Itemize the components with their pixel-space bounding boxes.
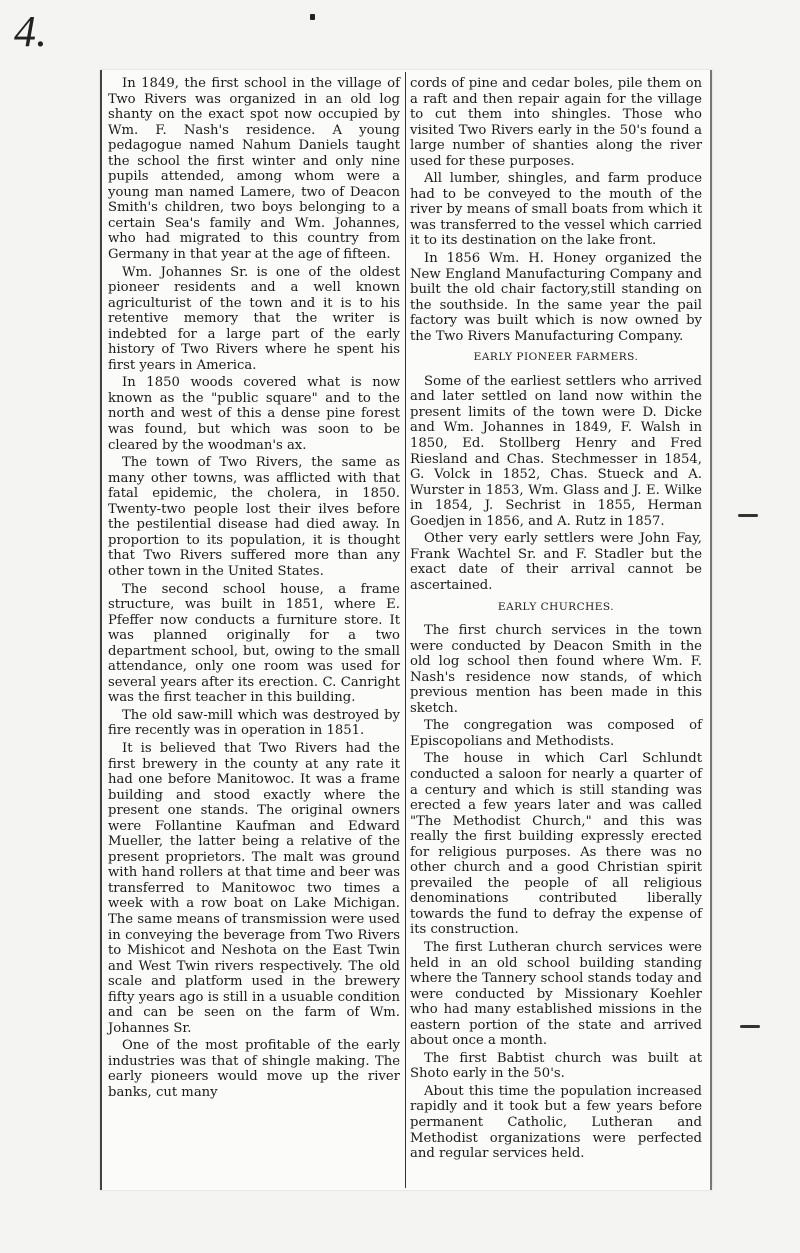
paragraph: The second school house, a frame structure, was built in 1851, where E. Pfeffer now conducts a furniture store. It was planned originally for a two department school, but, owing to the small attendance, only one room was used for several years after its erection. C. Canright was the first teacher in this building. <box>108 581 400 706</box>
left-column <box>108 76 400 1103</box>
paragraph: Other very early settlers were John Fay, Frank Wachtel Sr. and F. Stadler but the exact date of their arrival cannot be ascertained. <box>410 531 702 593</box>
paragraph: The house in which Carl Schlundt conducted a saloon for nearly a quarter of a century and which is still standing was erected a few years later and was called "The Methodist Church," and this was really the first building expressly erected for religious purposes. As there was no other church and a good Christian spirit prevailed the people of all religious denominations contributed liberally towards the fund to defray the expense of its construction. <box>410 751 702 938</box>
paragraph: Some of the earliest settlers who arrived and later settled on land now within the present limits of the town were D. Dicke and Wm. Johannes in 1849, F. Walsh in 1850, Ed. Stollberg Henry and Fred Riesland and Chas. Stechmesser in 1854, G. Volck in 1852, Chas. Stueck and A. Wurster in 1853, Wm. Glass and J. E. Wilke in 1854, J. Sechrist in 1855, Herman Goedjen in 1856, and A. Rutz in 1857. <box>410 373 702 529</box>
paragraph: All lumber, shingles, and farm produce had to be conveyed to the mouth of the river by means of small boats from which it was transferred to the vessel which carried it to its destination on the lake front. <box>410 171 702 249</box>
paragraph: In 1850 woods covered what is now known as the "public square" and to the north and west of this a dense pine forest was found, but which was soon to be cleared by the woodman's ax. <box>108 375 400 453</box>
paragraph: cords of pine and cedar boles, pile them on a raft and then repair again for the village to cut them into shingles. Those who visited Two Rivers early in the 50's found a large number of shanties along the river used for these purposes. <box>410 76 702 169</box>
paragraph: The congregation was composed of Episcopolians and Methodists. <box>410 718 702 749</box>
paragraph: Wm. Johannes Sr. is one of the oldest pioneer residents and a well known agriculturist of the town and it is to his retentive memory that the writer is indebted for a large part of the early history of Two Rivers where he spent his first years in America. <box>108 264 400 373</box>
paragraph: The first church services in the town were conducted by Deacon Smith in the old log school then found where Wm. F. Nash's residence now stands, of which previous mention has been made in this sketch. <box>410 623 702 716</box>
ink-mark-right-2 <box>740 1025 760 1028</box>
paragraph: The town of Two Rivers, the same as many other towns, was afflicted with that fatal epidemic, the cholera, in 1850. Twenty-two people lost their ilves before the pestilential disease had died away. In proportion to its population, it is thought that Two Rivers suffered more than any other town in the United States. <box>108 455 400 579</box>
paragraph: One of the most profitable of the early industries was that of shingle making. The early pioneers would move up the river banks, cut many <box>108 1038 400 1100</box>
page-number: 4. <box>14 7 47 56</box>
ink-mark-right-1 <box>738 514 758 517</box>
section-heading-farmers: EARLY PIONEER FARMERS. <box>473 351 639 364</box>
right-column <box>410 76 702 1164</box>
ink-mark <box>310 14 315 20</box>
paragraph: About this time the population increased rapidly and it took but a few years before permanent Catholic, Lutheran and Methodist organizations were perfected and regular services held. <box>410 1083 702 1162</box>
paragraph: In 1856 Wm. H. Honey organized the New England Manufacturing Company and built the old chair factory,still standing on the southside. In the same year the pail factory was built which is now owned by the Two Rivers Manufacturing Company. <box>410 251 702 344</box>
column-divider <box>405 72 406 1188</box>
paragraph: The first Babtist church was built at Shoto early in the 50's. <box>410 1050 702 1082</box>
paragraph: In 1849, the first school in the village of Two Rivers was organized in an old log shanty on the exact spot now occupied by Wm. F. Nash's residence. A young pedagogue named Nahum Daniels taught the school the first winter and only nine pupils attended, among whom were a young man named Lamere, two of Deacon Smith's children, two boys belonging to a certain Sea's family and Wm. Johannes, who had migrated to this country from Germany in that year at the age of fifteen. <box>108 76 400 263</box>
paragraph: It is believed that Two Rivers had the first brewery in the county at any rate it had one before Manitowoc. It was a frame building and stood exactly where the present one stands. The original owners were Follantine Kaufman and Edward Mueller, the latter being a relative of the present proprietors. The malt was ground with hand rollers at that time and beer was transferred to Manitowoc two times a week with a row boat on Lake Michigan. The same means of transmission were used in conveying the beverage from Two Rivers to Mishicot and Neshota on the East Twin and West Twin rivers respectively. The old scale and platform used in the brewery fifty years ago is still in a usuable condition and can be seen on the farm of Wm. Johannes Sr. <box>108 740 400 1036</box>
section-heading-churches: EARLY CHURCHES. <box>497 600 615 613</box>
paragraph: The first Lutheran church services were held in an old school building standing where the Tannery school stands today and were conducted by Missionary Koehler who had many established missions in the eastern portion of the state and arrived about once a month. <box>410 939 702 1049</box>
paragraph: The old saw-mill which was destroyed by fire recently was in operation in 1851. <box>108 707 400 739</box>
